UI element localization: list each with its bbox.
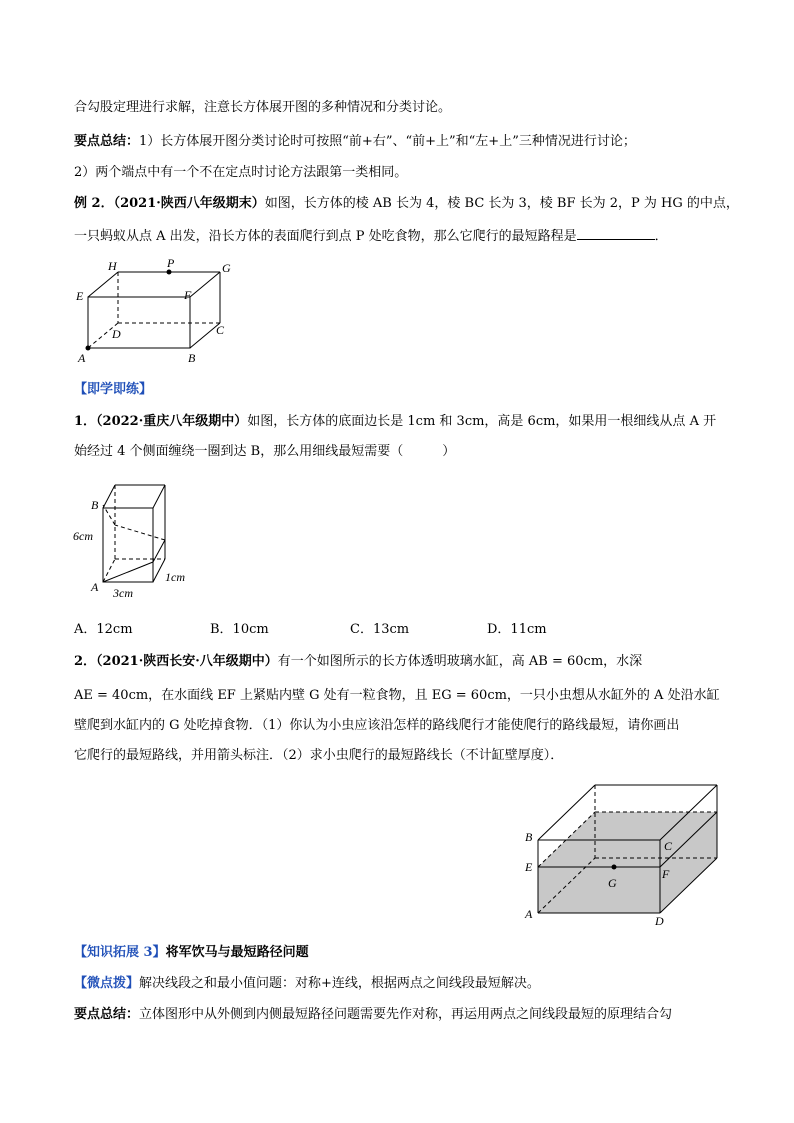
- label-a: A: [525, 907, 533, 921]
- option-b: B．10cm: [210, 622, 269, 637]
- extension-3-label: 【知识拓展 3】: [74, 945, 166, 960]
- point-g: [612, 865, 617, 870]
- label-f: F: [662, 867, 670, 881]
- figure-cuboid-example-2: [70, 256, 250, 370]
- extension-3-line: [74, 943, 724, 963]
- label-height: 6cm: [73, 529, 93, 543]
- example-2-text-2: 一只蚂蚁从点 A 出发，沿长方体的表面爬行到点 P 处吃食物，那么它爬行的最短路程是: [74, 229, 577, 244]
- label-b: B: [525, 830, 533, 844]
- question-1-line-2: 始经过 4 个侧面缠绕一圈到达 B，那么用细线最短需要（ ）: [74, 444, 456, 459]
- question-2-line: [74, 652, 724, 672]
- text-line: 合勾股定理进行求解，注意长方体展开图的多种情况和分类讨论。: [74, 100, 452, 115]
- question-2-label: 2．（2021·陕西长安·八年级期中）: [74, 654, 278, 669]
- option-c: C．13cm: [350, 622, 410, 637]
- water-front: [538, 867, 660, 913]
- label-a: A: [78, 351, 86, 365]
- tip-label: 【微点拨】: [74, 976, 140, 991]
- label-e: E: [525, 860, 533, 874]
- label-d: D: [655, 914, 664, 928]
- question-1-label: 1．（2022·重庆八年级期中）: [74, 414, 248, 429]
- text-line: 2）两个端点中有一个不在定点时讨论方法跟第一类相同。: [74, 165, 408, 180]
- label-p: P: [167, 256, 175, 270]
- label-g: G: [608, 876, 617, 890]
- tip-text: 解决线段之和最小值问题：对称+连线，根据两点之间线段最短解决。: [139, 976, 540, 991]
- label-b: B: [91, 498, 99, 512]
- question-2-line-2: AE = 40cm，在水面线 EF 上紧贴内壁 G 处有一粒食物，且 EG = 60cm，一只小虫想从水缸外的 A 处沿水缸: [74, 688, 720, 703]
- label-f: F: [184, 288, 192, 302]
- extension-3-title: 将军饮马与最短路径问题: [165, 945, 309, 960]
- summary-text: 立体图形中从外侧到内侧最短路径问题需要先作对称，再运用两点之间线段最短的原理结合勾: [139, 1007, 673, 1022]
- example-2-line: [74, 194, 739, 214]
- label-depth: 1cm: [165, 570, 185, 584]
- point-a: [86, 346, 91, 351]
- figure-cuboid-question-1: [70, 475, 200, 605]
- label-d: D: [112, 327, 121, 341]
- key-summary-line: [74, 132, 724, 152]
- example-2-line-2: [74, 226, 724, 247]
- label-c: C: [216, 323, 225, 337]
- label-h: H: [108, 259, 117, 273]
- option-d: D．11cm: [487, 622, 547, 637]
- summary-line: [74, 1005, 724, 1025]
- tip-line: [74, 974, 724, 994]
- summary-label: 要点总结：: [74, 1007, 140, 1022]
- question-2-line-4: 它爬行的最短路线，并用箭头标注．（2）求小虫爬行的最短路线长（不计缸壁厚度）．: [74, 748, 564, 763]
- label-a: A: [91, 580, 99, 594]
- example-2-end: ．: [654, 229, 668, 244]
- label-width: 3cm: [113, 586, 133, 600]
- label-c: C: [664, 839, 673, 853]
- label-e: E: [76, 289, 84, 303]
- example-2-label: 例 2．（2021·陕西八年级期末）: [74, 196, 265, 211]
- practice-heading: 【即学即练】: [74, 382, 153, 397]
- label-g: G: [222, 261, 231, 275]
- key-summary-text: 1）长方体展开图分类讨论时可按照“前+右”、“前+上”和“左+上”三种情况进行讨论；: [139, 134, 636, 149]
- label-b: B: [188, 351, 196, 365]
- question-2-line-3: 壁爬到水缸内的 G 处吃掉食物．（1）你认为小虫应该沿怎样的路线爬行才能使爬行的路线最短，请你画出: [74, 718, 680, 733]
- answer-blank: [577, 226, 655, 240]
- question-1-text: 如图，长方体的底面边长是 1cm 和 3cm，高是 6cm，如果用一根细线从点 A 开: [247, 414, 717, 429]
- example-2-text: 如图，长方体的棱 AB 长为 4，棱 BC 长为 3，棱 BF 长为 2，P 为 HG 的中点，: [264, 196, 739, 211]
- key-summary-label: 要点总结：: [74, 134, 140, 149]
- figure-glass-tank: [520, 775, 730, 930]
- question-1-line: [74, 412, 724, 432]
- question-2-text: 有一个如图所示的长方体透明玻璃水缸，高 AB = 60cm，水深: [277, 654, 643, 669]
- point-p: [167, 270, 172, 275]
- option-a: A．12cm: [74, 622, 133, 637]
